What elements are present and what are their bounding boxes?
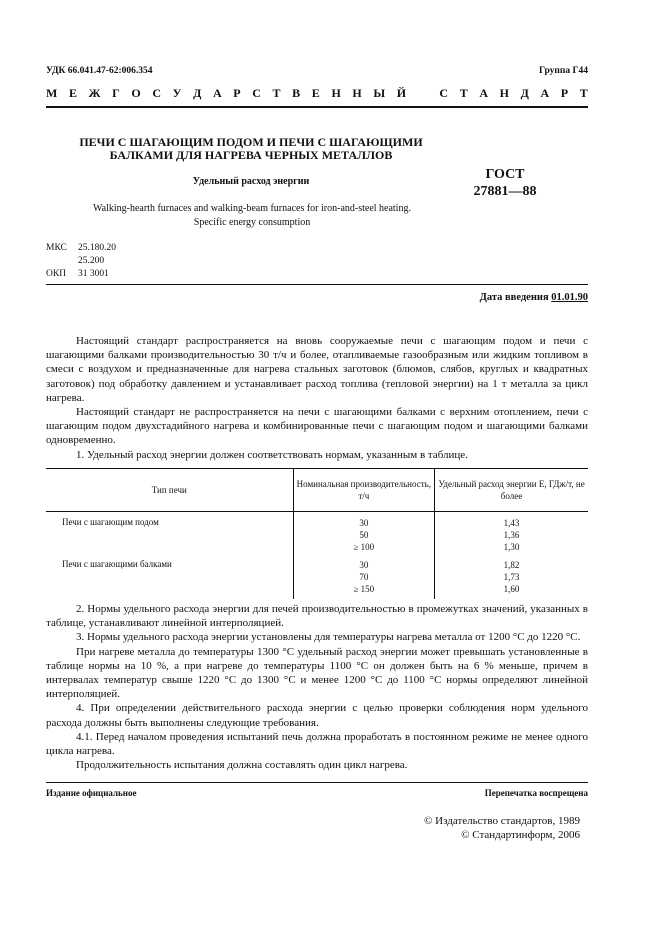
gost-label: ГОСТ xyxy=(485,167,525,182)
energy-cell xyxy=(435,553,588,599)
banner-letter: О xyxy=(131,86,141,100)
banner-letter: Н xyxy=(499,86,509,100)
banner-letter: С xyxy=(152,86,161,100)
column-header: Тип печи xyxy=(46,469,293,512)
copyright-line: © Издательство стандартов, 1989 xyxy=(424,815,580,827)
banner-letter: Т xyxy=(272,86,281,100)
energy-value: 1,73 xyxy=(503,572,520,582)
energy-value: 1,43 xyxy=(503,518,520,528)
banner-letter: У xyxy=(172,86,182,100)
banner-letter: Р xyxy=(560,86,569,100)
paragraph: Продолжительность испытания должна составлять один цикл нагрева. xyxy=(76,759,408,772)
footer-rule xyxy=(46,782,588,783)
document-subtitle: Удельный расход энергии xyxy=(192,176,310,187)
section-rule xyxy=(46,284,588,285)
capacity-value: ≥ 150 xyxy=(353,584,375,594)
banner-letter: С xyxy=(252,86,261,100)
banner-letter: Н xyxy=(331,86,341,100)
energy-value: 1,36 xyxy=(503,530,520,540)
energy-cell xyxy=(435,512,588,554)
gost-number: 27881—88 xyxy=(473,184,537,199)
paragraph: При нагреве металла до температуры 1300 °C удельный расход энергии может превышать установленные в таблице нормы на 10 %, а при нагреве до температуры 1100 °C он должен быть на 6 % меньше, причем в интервалах температур свыше 1220 °C до 1300 °C и менее 1200 °C до 1100 °C нормы определяют линейной интерполяцией. xyxy=(46,645,588,701)
code-row xyxy=(46,242,116,255)
intro-date-value: 01.01.90 xyxy=(551,292,588,303)
banner-letter: Е xyxy=(311,86,320,100)
paragraph: Настоящий стандарт не распространяется на печи с шагающими балками с верхним отоплением, печи с шагающим подом двухстадийного нагрева и комбинированные печи с шагающим подом и шагающими балками одновременно. xyxy=(46,406,588,447)
table-header-row xyxy=(46,469,588,512)
column-header: Удельный расход энергии E, ГДж/т, не более xyxy=(435,469,588,512)
requirements-text xyxy=(46,602,588,772)
english-title-line: Walking-hearth furnaces and walking-beam furnaces for iron-and-steel heating. xyxy=(93,203,411,214)
energy-norms-table xyxy=(46,468,588,599)
table-row xyxy=(46,553,588,599)
paragraph: 4.1. Перед началом проведения испытаний печь должна проработать в постоянном режиме не менее одного цикла нагрева. xyxy=(46,730,588,758)
paragraph: 2. Нормы удельного расхода энергии для печей производительностью в промежутках значений, указанных в таблице, устанавливают линейной интерполяцией. xyxy=(46,603,588,630)
intro-date-label: Дата введения xyxy=(479,292,549,303)
capacity-cell xyxy=(293,512,434,554)
intro-text xyxy=(46,334,588,462)
energy-value: 1,30 xyxy=(503,542,520,552)
udk-code: УДК 66.041.47-62:006.354 xyxy=(46,66,153,76)
interstate-standard-banner xyxy=(46,86,588,101)
capacity-cell xyxy=(293,553,434,599)
code-key: МКС xyxy=(46,243,67,253)
banner-letter: Е xyxy=(68,86,77,100)
copyright-block xyxy=(400,814,580,842)
banner-letter: Т xyxy=(459,86,468,100)
banner-letter: М xyxy=(46,86,58,100)
code-row xyxy=(46,268,116,281)
furnace-type: Печи с шагающим подом xyxy=(62,517,159,527)
energy-value: 1,60 xyxy=(503,584,520,594)
paragraph: 3. Нормы удельного расхода энергии установлены для температуры нагрева металла от 1200 °C до 1220 °C. xyxy=(76,631,581,644)
banner-letter: А xyxy=(540,86,550,100)
capacity-value: 30 xyxy=(359,560,369,570)
footer xyxy=(46,788,588,798)
paragraph: Настоящий стандарт распространяется на вновь сооружаемые печи с шагающим подом и печи с шагающими балками производительностью 30 т/ч и более, отапливаемые газообразным или жидким топливом в смеси с воздухом и предназначенные для нагрева стальных заготовок (блюмов, слябов, круглых и квадратных заготовок) под обработку давлением и устанавливает расход топлива (тепловой энергии) на 1 т металла за цикл нагрева. xyxy=(46,335,588,404)
code-row xyxy=(46,255,116,268)
energy-value: 1,82 xyxy=(503,560,520,570)
capacity-value: 70 xyxy=(359,572,369,582)
capacity-value: ≥ 100 xyxy=(353,542,375,552)
banner-letter: Д xyxy=(193,86,202,100)
furnace-type: Печи с шагающими балками xyxy=(62,559,172,569)
banner-letter: Ж xyxy=(88,86,101,100)
document-title xyxy=(70,136,432,162)
banner-letter: А xyxy=(479,86,488,100)
copyright-line: © Стандартинформ, 2006 xyxy=(461,829,580,841)
banner-letter: Й xyxy=(396,86,407,100)
code-value: 25.200 xyxy=(78,256,105,266)
banner-letter: В xyxy=(292,86,301,100)
paragraph: 4. При определении действительного расхода энергии с целью проверки соблюдения норм удельного расхода должны быть выполнены следующие требования. xyxy=(46,702,588,729)
banner-letter: Р xyxy=(233,86,241,100)
code-key xyxy=(46,255,78,268)
banner-letter: Н xyxy=(352,86,362,100)
title-line: БАЛКАМИ ДЛЯ НАГРЕВА ЧЕРНЫХ МЕТАЛЛОВ xyxy=(109,148,393,162)
title-line: ПЕЧИ С ШАГАЮЩИМ ПОДОМ И ПЕЧИ С ШАГАЮЩИМИ xyxy=(79,135,423,149)
column-header: Номинальная производительность, т/ч xyxy=(293,469,434,512)
english-title-line: Specific energy consumption xyxy=(193,217,311,228)
code-value: 31 3001 xyxy=(78,269,109,279)
banner-rule xyxy=(46,106,588,108)
table-row xyxy=(46,512,588,554)
gost-designation xyxy=(470,166,540,200)
paragraph: 1. Удельный расход энергии должен соответствовать нормам, указанным в таблице. xyxy=(76,448,468,461)
banner-letter: Г xyxy=(112,86,120,100)
banner-letter: С xyxy=(439,86,449,100)
official-edition-label: Издание официальное xyxy=(46,788,137,798)
group-code: Группа Г44 xyxy=(539,66,588,76)
introduction-date xyxy=(428,292,588,303)
classification-codes xyxy=(46,242,116,281)
banner-letter: А xyxy=(212,86,222,100)
code-value: 25.180.20 xyxy=(78,243,116,253)
banner-letter: Ы xyxy=(373,86,386,100)
code-key: ОКП xyxy=(46,269,67,279)
capacity-value: 30 xyxy=(359,518,369,528)
reprint-prohibited-label: Перепечатка воспрещена xyxy=(484,788,588,798)
banner-letter: Д xyxy=(520,86,529,100)
banner-letter: Т xyxy=(579,86,588,100)
capacity-value: 50 xyxy=(359,530,369,540)
